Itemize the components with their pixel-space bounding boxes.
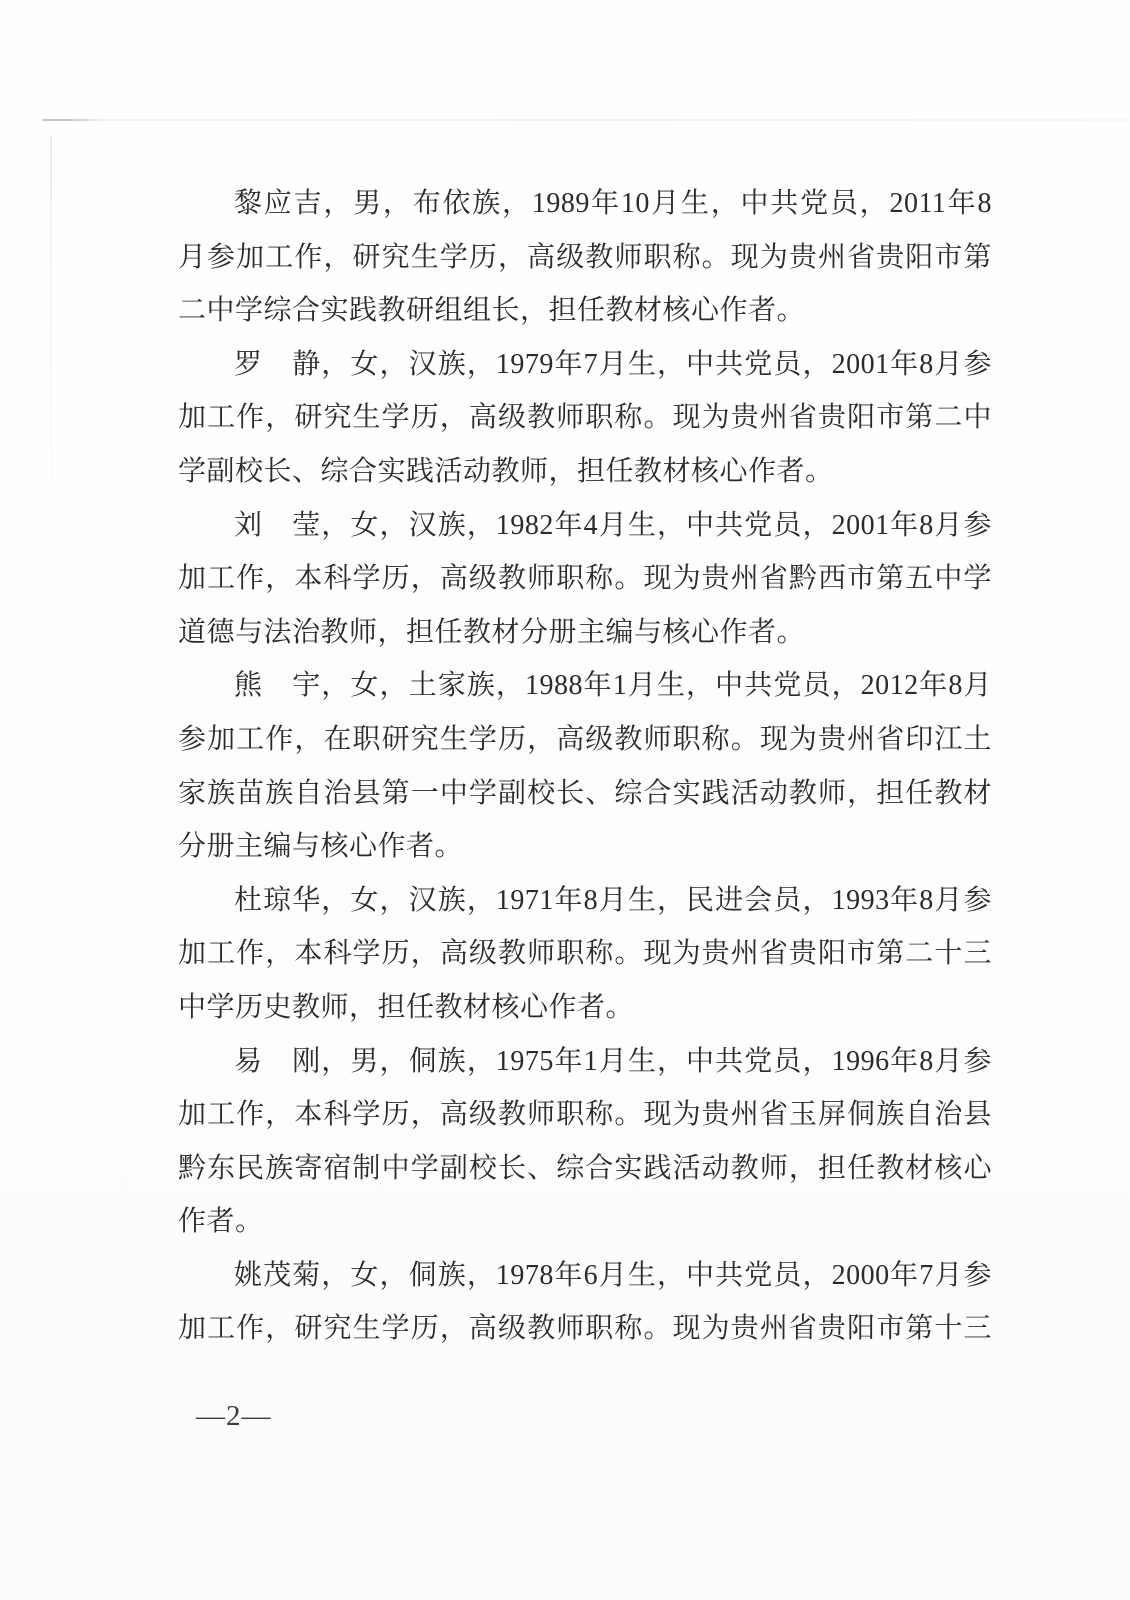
- text-line: 参加工作，在职研究生学历，高级教师职称。现为贵州省印江土: [178, 723, 992, 755]
- text-line: 姚茂菊，女，侗族，1978年6月生，中共党员，2000年7月参: [234, 1259, 992, 1291]
- text-line: 道德与法治教师，担任教材分册主编与核心作者。: [178, 616, 806, 648]
- text-line: 家族苗族自治县第一中学副校长、综合实践活动教师，担任教材: [178, 777, 992, 809]
- text-line: 黔东民族寄宿制中学副校长、综合实践活动教师，担任教材核心: [178, 1152, 992, 1184]
- text-line: 加工作，本科学历，高级教师职称。现为贵州省玉屏侗族自治县: [178, 1099, 992, 1131]
- text-line: 熊 宇，女，土家族，1988年1月生，中共党员，2012年8月: [234, 670, 992, 702]
- text-line: 加工作，本科学历，高级教师职称。现为贵州省黔西市第五中学: [178, 563, 992, 595]
- text-line: 加工作，研究生学历，高级教师职称。现为贵州省贵阳市第十三: [178, 1313, 992, 1345]
- document-body: [178, 177, 992, 1356]
- paragraph: [178, 1249, 992, 1356]
- text-line: 杜琼华，女，汉族，1971年8月生，民进会员，1993年8月参: [234, 884, 992, 916]
- text-line: 分册主编与核心作者。: [178, 831, 464, 863]
- text-line: 月参加工作，研究生学历，高级教师职称。现为贵州省贵阳市第: [178, 241, 992, 273]
- text-line: 二中学综合实践教研组组长，担任教材核心作者。: [178, 295, 806, 327]
- paragraph: [178, 1035, 992, 1249]
- paragraph: [178, 874, 992, 1035]
- text-line: 中学历史教师，担任教材核心作者。: [178, 991, 635, 1023]
- text-line: 易 刚，男，侗族，1975年1月生，中共党员，1996年8月参: [234, 1045, 992, 1077]
- paragraph: [178, 659, 992, 873]
- paragraph: [178, 499, 992, 660]
- page-number: —2—: [196, 1400, 272, 1432]
- paragraph: [178, 338, 992, 499]
- text-line: 作者。: [178, 1206, 264, 1238]
- text-line: 加工作，本科学历，高级教师职称。现为贵州省贵阳市第二十三: [178, 938, 992, 970]
- scan-artifact-streak: [50, 135, 52, 555]
- text-line: 加工作，研究生学历，高级教师职称。现为贵州省贵阳市第二中: [178, 402, 992, 434]
- paragraph: [178, 177, 992, 338]
- scan-artifact-line: [42, 119, 1130, 121]
- text-line: 刘 莹，女，汉族，1982年4月生，中共党员，2001年8月参: [234, 509, 992, 541]
- text-line: 学副校长、综合实践活动教师，担任教材核心作者。: [178, 455, 834, 487]
- text-line: 罗 静，女，汉族，1979年7月生，中共党员，2001年8月参: [234, 348, 992, 380]
- text-line: 黎应吉，男，布依族，1989年10月生，中共党员，2011年8: [234, 188, 992, 219]
